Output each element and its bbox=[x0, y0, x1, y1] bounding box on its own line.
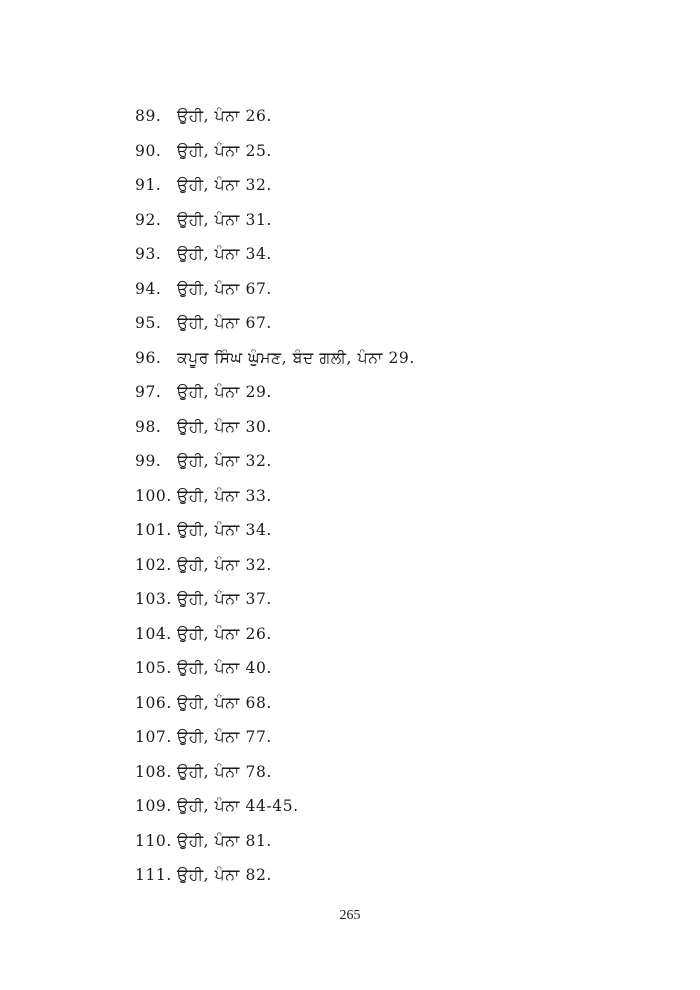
endnote-number: 95. bbox=[135, 314, 162, 332]
endnote bbox=[135, 653, 655, 688]
endnote bbox=[135, 205, 655, 240]
page-number: 265 bbox=[339, 908, 361, 923]
endnote bbox=[135, 722, 655, 757]
endnote-text: ਉਹੀ, ਪੰਨਾ 81. bbox=[177, 831, 272, 850]
endnote bbox=[135, 515, 655, 550]
endnote bbox=[135, 274, 655, 309]
endnote-text: ਉਹੀ, ਪੰਨਾ 26. bbox=[177, 624, 272, 643]
endnote-number: 101. bbox=[135, 521, 172, 539]
endnote-text: ਉਹੀ, ਪੰਨਾ 31. bbox=[177, 210, 272, 229]
endnote-number: 111. bbox=[135, 866, 172, 884]
endnote-number: 97. bbox=[135, 383, 162, 401]
endnote-text: ਉਹੀ, ਪੰਨਾ 77. bbox=[177, 728, 272, 746]
endnote-number: 104. bbox=[135, 624, 172, 643]
endnote bbox=[135, 343, 655, 378]
endnote-number: 96. bbox=[135, 348, 162, 367]
endnote-number: 100. bbox=[135, 486, 172, 505]
endnote-text: ਉਹੀ, ਪੰਨਾ 44-45. bbox=[177, 797, 299, 815]
endnote-number: 105. bbox=[135, 659, 172, 677]
endnotes-list bbox=[135, 101, 655, 895]
endnote-text: ਉਹੀ, ਪੰਨਾ 68. bbox=[177, 693, 272, 712]
endnote bbox=[135, 446, 655, 481]
endnote-number: 98. bbox=[135, 417, 162, 436]
endnote-number: 91. bbox=[135, 176, 162, 194]
endnote bbox=[135, 619, 655, 654]
endnote bbox=[135, 170, 655, 205]
endnote bbox=[135, 101, 655, 136]
endnote-text: ਉਹੀ, ਪੰਨਾ 34. bbox=[177, 245, 272, 263]
endnote-text: ਉਹੀ, ਪੰਨਾ 40. bbox=[177, 659, 272, 677]
endnote-text: ਉਹੀ, ਪੰਨਾ 32. bbox=[177, 555, 272, 574]
endnote-text: ਉਹੀ, ਪੰਨਾ 67. bbox=[177, 314, 272, 332]
endnote bbox=[135, 550, 655, 585]
endnote bbox=[135, 308, 655, 343]
endnote-text: ਉਹੀ, ਪੰਨਾ 33. bbox=[177, 486, 272, 505]
endnote-number: 89. bbox=[135, 107, 162, 125]
endnote-number: 107. bbox=[135, 728, 172, 746]
endnote-text: ਉਹੀ, ਪੰਨਾ 26. bbox=[177, 107, 272, 125]
endnote bbox=[135, 826, 655, 861]
endnote-number: 92. bbox=[135, 210, 162, 229]
endnote-number: 93. bbox=[135, 245, 162, 263]
endnote-number: 108. bbox=[135, 762, 172, 781]
endnote bbox=[135, 412, 655, 447]
endnote bbox=[135, 377, 655, 412]
endnote bbox=[135, 239, 655, 274]
endnote-number: 90. bbox=[135, 141, 162, 160]
endnote-number: 102. bbox=[135, 555, 172, 574]
endnote-number: 103. bbox=[135, 590, 172, 608]
endnote-text: ਉਹੀ, ਪੰਨਾ 29. bbox=[177, 383, 272, 401]
endnote bbox=[135, 481, 655, 516]
endnote-number: 106. bbox=[135, 693, 172, 712]
endnote-text: ਉਹੀ, ਪੰਨਾ 82. bbox=[177, 866, 272, 884]
endnote-text: ਉਹੀ, ਪੰਨਾ 67. bbox=[177, 279, 272, 298]
endnote bbox=[135, 584, 655, 619]
endnote bbox=[135, 860, 655, 895]
endnote-number: 94. bbox=[135, 279, 162, 298]
endnote-number: 99. bbox=[135, 452, 162, 470]
endnote-text: ਉਹੀ, ਪੰਨਾ 30. bbox=[177, 417, 272, 436]
endnote-text: ਉਹੀ, ਪੰਨਾ 37. bbox=[177, 590, 272, 608]
endnote-number: 109. bbox=[135, 797, 172, 815]
endnote-text: ਕਪੂਰ ਸਿੰਘ ਘੁੰਮਣ, ਬੰਦ ਗਲੀ, ਪੰਨਾ 29. bbox=[177, 348, 415, 367]
endnote-text: ਉਹੀ, ਪੰਨਾ 25. bbox=[177, 141, 272, 160]
endnote bbox=[135, 688, 655, 723]
endnote-text: ਉਹੀ, ਪੰਨਾ 34. bbox=[177, 521, 272, 539]
endnote-number: 110. bbox=[135, 831, 172, 850]
endnote bbox=[135, 136, 655, 171]
endnote-text: ਉਹੀ, ਪੰਨਾ 78. bbox=[177, 762, 272, 781]
endnote bbox=[135, 791, 655, 826]
endnote bbox=[135, 757, 655, 792]
endnote-text: ਉਹੀ, ਪੰਨਾ 32. bbox=[177, 452, 272, 470]
endnote-text: ਉਹੀ, ਪੰਨਾ 32. bbox=[177, 176, 272, 194]
